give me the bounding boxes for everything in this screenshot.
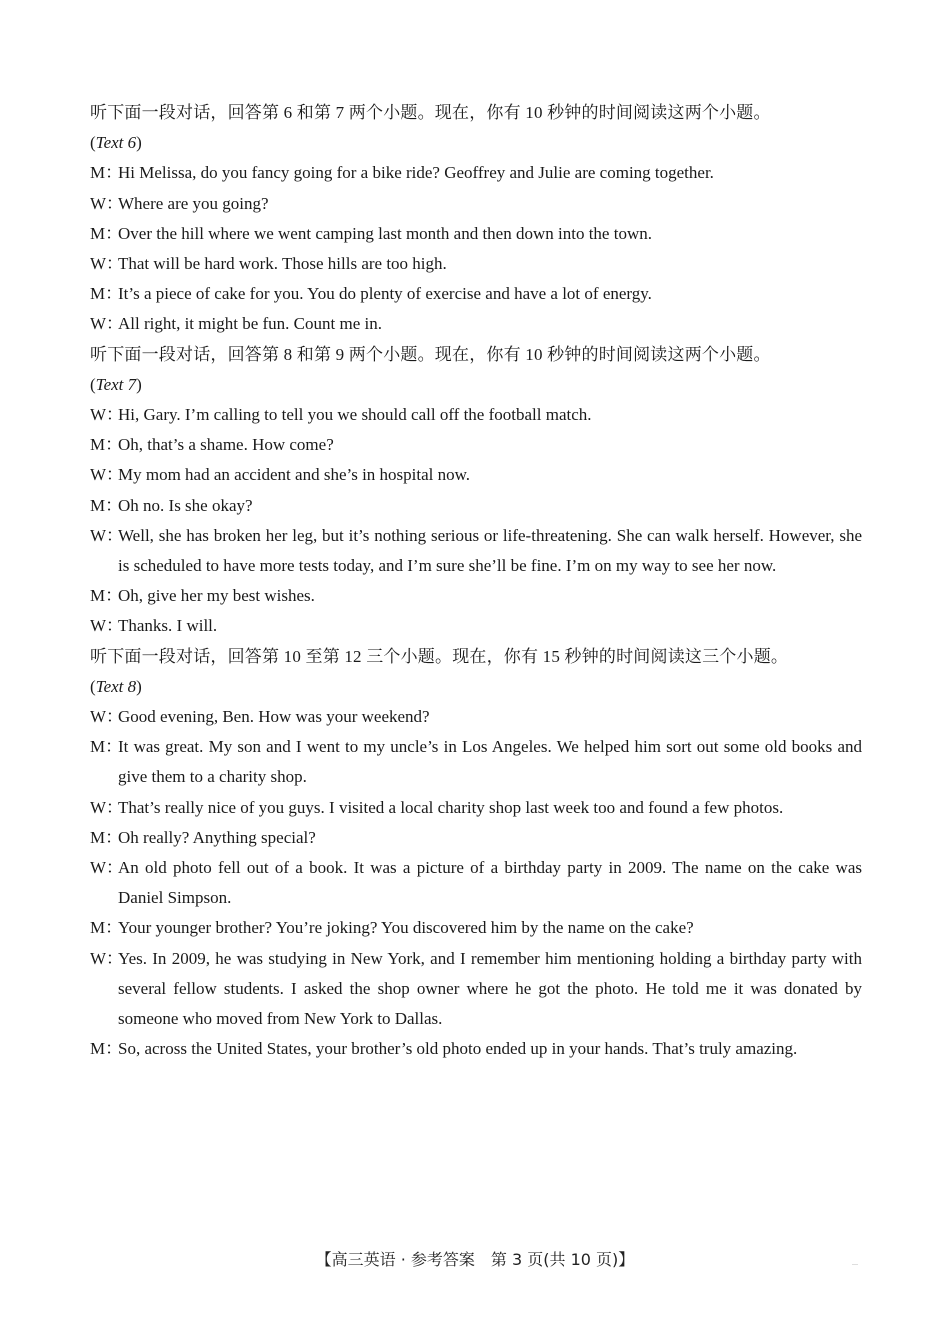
- utterance: Oh, that’s a shame. How come?: [118, 435, 334, 455]
- dialogue-line: [90, 491, 862, 521]
- dialogue-line: [90, 702, 862, 732]
- speaker-label: W：: [90, 314, 124, 334]
- speaker-label: W：: [90, 948, 124, 968]
- dialogue-line: [90, 400, 862, 430]
- utterance: That will be hard work. Those hills are too high.: [118, 254, 447, 274]
- utterance: Yes. In 2009, he was studying in New York, and I remember him mentioning holding a birthday party with several fellow students. I asked the shop owner where he got the photo. He told me it was donated by someone who moved from New York to Dallas.: [118, 948, 862, 1029]
- dialogue-line: [90, 189, 862, 219]
- dialogue-line: [90, 279, 862, 309]
- utterance: Over the hill where we went camping last month and then down into the town.: [118, 223, 652, 243]
- utterance: That’s really nice of you guys. I visited a local charity shop last week too and found a few photos.: [118, 797, 784, 817]
- speaker-label: W：: [90, 525, 124, 545]
- speaker-label: W：: [90, 616, 124, 636]
- utterance: An old photo fell out of a book. It was a picture of a birthday party in 2009. The name on the cake was Daniel Simpson.: [118, 858, 862, 908]
- dialogue-line: [90, 249, 862, 279]
- speaker-label: W：: [90, 254, 124, 274]
- utterance: Where are you going?: [118, 193, 269, 213]
- utterance: All right, it might be fun. Count me in.: [118, 314, 382, 334]
- dialogue-line: [90, 1034, 862, 1064]
- utterance: Good evening, Ben. How was your weekend?: [118, 707, 430, 727]
- dialogue-line: [90, 460, 862, 490]
- page-content: [90, 98, 862, 1065]
- text-label: (Text 6): [90, 133, 142, 153]
- utterance: Hi Melissa, do you fancy going for a bike ride? Geoffrey and Julie are coming together.: [118, 163, 714, 183]
- dialogue-line: [90, 581, 862, 611]
- dialogue-line: [90, 823, 862, 853]
- dialogue-line: [90, 430, 862, 460]
- utterance: So, across the United States, your brother’s old photo ended up in your hands. That’s truly amazing.: [118, 1039, 798, 1059]
- dialogue-line: [90, 944, 862, 1035]
- speaker-label: M：: [90, 586, 123, 606]
- speaker-label: W：: [90, 707, 124, 727]
- speaker-label: W：: [90, 858, 124, 878]
- dialogue-line: [90, 611, 862, 641]
- utterance: It was great. My son and I went to my uncle’s in Los Angeles. We helped him sort out some old books and give them to a charity shop.: [118, 737, 862, 787]
- section-heading: 听下面一段对话，回答第 10 至第 12 三个小题。现在，你有 15 秒钟的时间阅读这三个小题。: [90, 646, 789, 666]
- corner-mark: ...: [852, 1258, 858, 1267]
- page-footer: 【高三英语 · 参考答案 第 3 页(共 10 页)】: [315, 1250, 635, 1269]
- speaker-label: M：: [90, 827, 123, 847]
- dialogue-line: [90, 793, 862, 823]
- dialogue-line: [90, 219, 862, 249]
- speaker-label: M：: [90, 284, 123, 304]
- text-label: (Text 7): [90, 374, 142, 394]
- utterance: Hi, Gary. I’m calling to tell you we should call off the football match.: [118, 405, 592, 425]
- utterance: Oh, give her my best wishes.: [118, 586, 315, 606]
- speaker-label: W：: [90, 797, 124, 817]
- utterance: Oh really? Anything special?: [118, 827, 316, 847]
- speaker-label: W：: [90, 465, 124, 485]
- dialogue-line: [90, 521, 862, 581]
- speaker-label: M：: [90, 737, 123, 757]
- utterance: Well, she has broken her leg, but it’s nothing serious or life-threatening. She can walk herself. However, she is scheduled to have more tests today, and I’m sure she’ll be fine. I’m on my way to see her now.: [118, 525, 862, 576]
- dialogue-line: [90, 913, 862, 943]
- speaker-label: M：: [90, 223, 123, 243]
- utterance: My mom had an accident and she’s in hospital now.: [118, 465, 471, 485]
- section-text-8: [90, 642, 862, 1065]
- section-heading: 听下面一段对话，回答第 6 和第 7 两个小题。现在，你有 10 秒钟的时间阅读这两个小题。: [90, 103, 771, 122]
- speaker-label: M：: [90, 1039, 123, 1059]
- text-label: (Text 8): [90, 676, 142, 696]
- dialogue-line: [90, 853, 862, 913]
- speaker-label: M：: [90, 495, 123, 515]
- section-heading: 听下面一段对话，回答第 8 和第 9 两个小题。现在，你有 10 秒钟的时间阅读这两个小题。: [90, 344, 771, 364]
- speaker-label: W：: [90, 405, 124, 425]
- speaker-label: M：: [90, 163, 123, 183]
- utterance: It’s a piece of cake for you. You do plenty of exercise and have a lot of energy.: [118, 284, 652, 304]
- utterance: Oh no. Is she okay?: [118, 495, 253, 515]
- utterance: Thanks. I will.: [118, 616, 218, 636]
- section-text-6: [90, 98, 862, 340]
- speaker-label: M：: [90, 918, 123, 938]
- dialogue-line: [90, 309, 862, 339]
- speaker-label: M：: [90, 435, 123, 455]
- speaker-label: W：: [90, 193, 124, 213]
- utterance: Your younger brother? You’re joking? You discovered him by the name on the cake?: [118, 918, 694, 938]
- dialogue-line: [90, 732, 862, 792]
- section-text-7: [90, 340, 862, 642]
- dialogue-line: [90, 158, 862, 188]
